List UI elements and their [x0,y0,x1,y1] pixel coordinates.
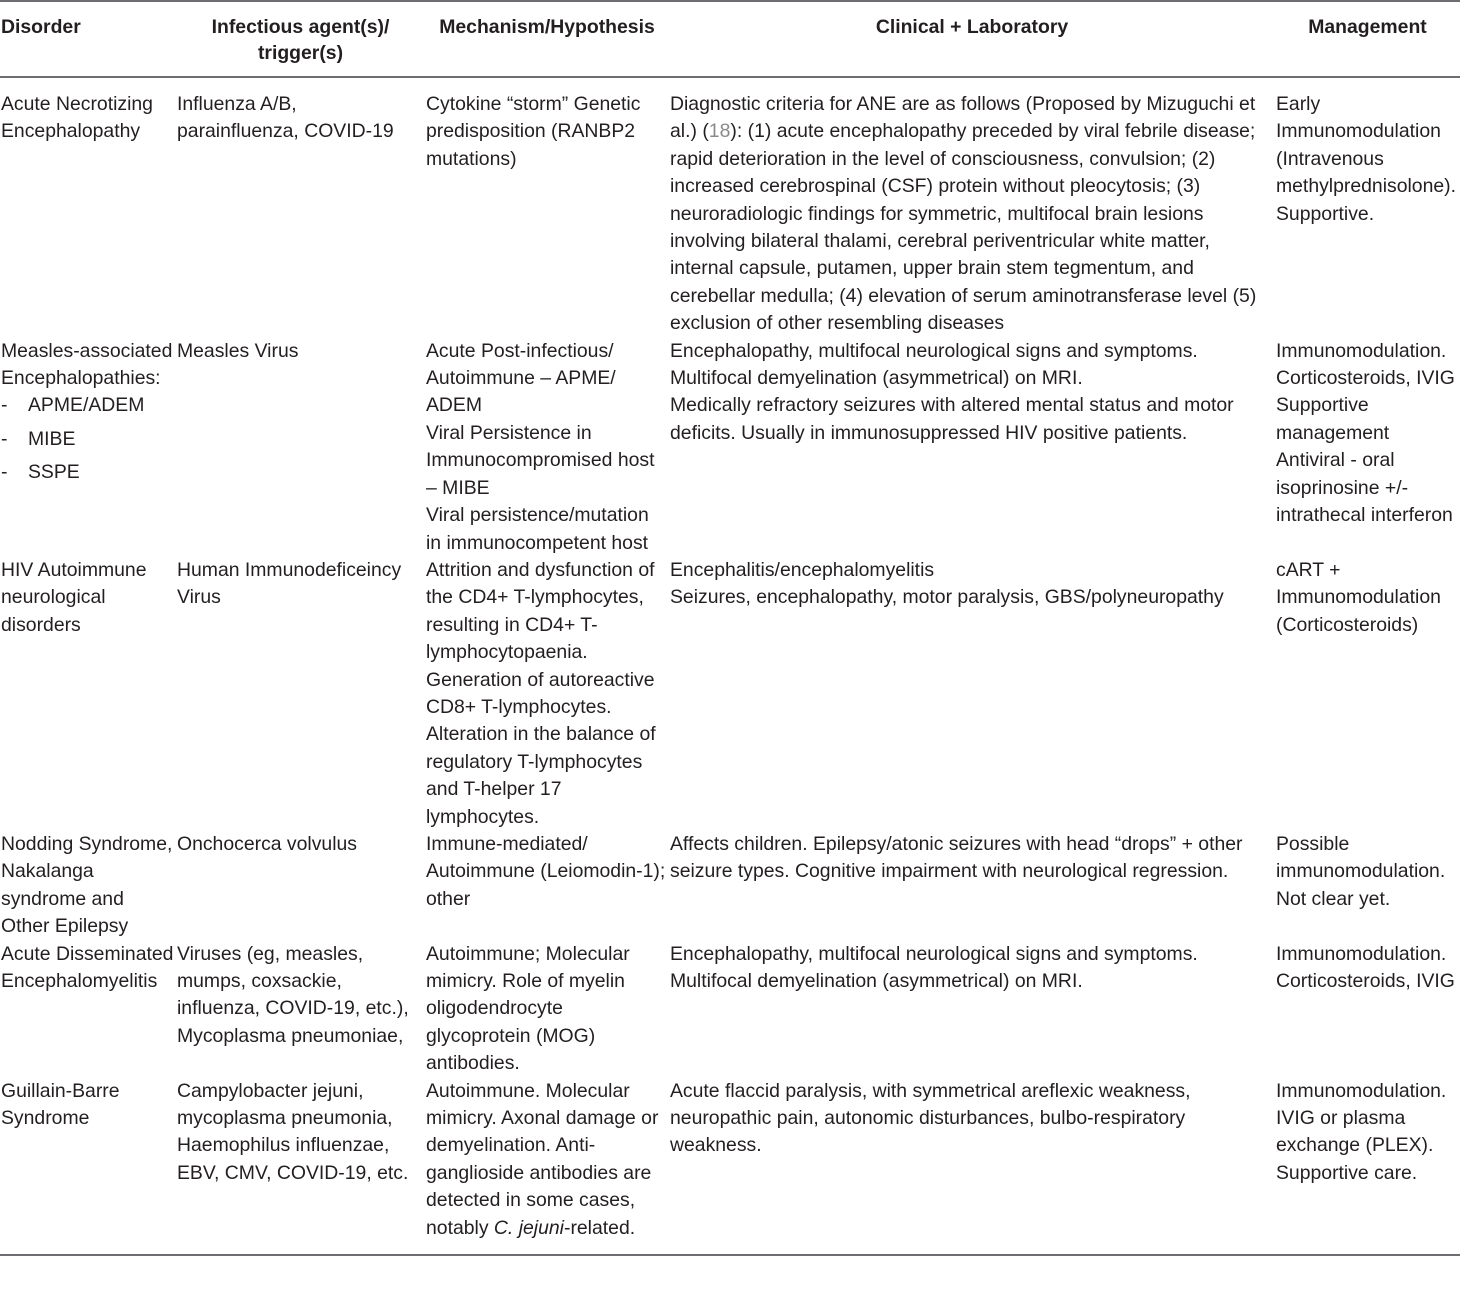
management-line: Corticosteroids, IVIG [1276,970,1455,992]
mechanism-cell: Autoimmune; Molecular mimicry. Role of myelin oligodendrocyte glycoprotein (MOG) antibodies. [426,942,630,1075]
mechanism-cell: Cytokine “storm” Genetic predisposition (RANBP2 mutations) [426,93,641,170]
header-infectious-agent: Infectious agent(s)/ trigger(s) [176,1,425,77]
table-header [0,1,1460,77]
disorder-cell [0,338,176,557]
disorder-cell: Acute Disseminated Encephalomyelitis [1,942,174,992]
clinical-cell [669,77,1275,338]
disorder-subitem: - MIBE [1,427,76,450]
management-cell: cART + Immunomodulation (Corticosteroids) [1276,558,1441,636]
clinical-text-post: ): (1) acute encephalopathy preceded by viral febrile disease; rapid deterioration in the level of consciousness, convulsion; (2) increased cerebrospinal (CSF) protein without pleocytosis; (3) neuroradiologic findings for symmetric, multifocal brain lesions involving bilateral thalami, cerebral periventricular white matter, internal capsule, putamen, upper brain stem tegmentum, and cerebellar medulla; (4) elevation of serum aminotransferase level (5) exclusion of other resembling diseases [670,120,1257,335]
mechanism-cell: Immune-mediated/ Autoimmune (Leiomodin-1); other [426,832,666,910]
disorder-subitem: - APME/ADEM [1,394,145,417]
agent-cell: Campylobacter jejuni, mycoplasma pneumonia, Haemophilus influenzae, EBV, CMV, COVID-19, etc. [176,1078,425,1255]
mechanism-cell [425,557,669,831]
disorder-subitem: - SSPE [1,461,80,484]
agent-cell: Human Immunodeficeincy Virus [177,558,402,609]
table-row [0,831,1460,941]
mechanism-line: Viral Persistence in Immunocompromised host – MIBE [426,421,655,499]
table-row [0,941,1460,1078]
mechanism-cell [425,338,669,557]
clinical-cell [669,338,1275,557]
clinical-cell [669,941,1275,1078]
clinical-line: Medically refractory seizures with altered mental status and motor deficits. Usually in immunosuppressed HIV positive patients. [670,394,1234,444]
management-line: Supportive management [1276,394,1390,444]
management-line: Possible immunomodulation. [1276,832,1446,883]
clinical-line: Multifocal demyelination (asymmetrical) on MRI. [670,970,1083,992]
management-line: Immunomodulation. [1276,942,1447,965]
disorder-subitem-label: SSPE [28,461,80,484]
clinical-line: Multifocal demyelination (asymmetrical) on MRI. [670,367,1083,390]
header-mechanism: Mechanism/Hypothesis [425,1,669,77]
mechanism-line: Alteration in the balance of regulatory T-lymphocytes and T-helper 17 lymphocytes. [426,723,656,828]
mechanism-text-italic: C. jejuni [493,1216,564,1239]
clinical-line: Encephalopathy, multifocal neurological signs and symptoms. [670,339,1198,362]
clinical-line: Encephalopathy, multifocal neurological signs and symptoms. [670,942,1198,965]
table-row [0,1078,1460,1255]
table-row [0,557,1460,831]
management-line: Antiviral - oral isoprinosine +/- intrathecal interferon [1276,449,1453,527]
disorder-cell: HIV Autoimmune neurological disorders [1,558,147,636]
management-line: Corticosteroids, IVIG [1276,367,1455,390]
header-row [0,1,1460,77]
disorder-cell: Acute Necrotizing Encephalopathy [1,93,153,143]
reference-link[interactable]: 18 [708,120,731,143]
mechanism-line: Viral persistence/mutation in immunocompetent host [426,504,649,554]
agent-cell: Onchocerca volvulus [177,832,357,855]
agent-cell: Influenza A/B, parainfluenza, COVID-19 [177,93,394,143]
mechanism-cell [425,1078,669,1255]
management-cell [1275,941,1460,1078]
mechanism-line: Acute Post-infectious/ Autoimmune – APME/ ADEM [426,339,616,417]
mechanism-text-post: -related. [563,1216,636,1239]
mechanism-text-pre: Autoimmune. Molecular mimicry. Axonal damage or demyelination. Anti-ganglioside antibodies are detected in some cases, notably [426,1079,659,1239]
disorder-subitem-label: APME/ADEM [28,394,145,417]
clinical-cell: Affects children. Epilepsy/atonic seizures with head “drops” + other seizure types. Cognitive impairment with neurological regression. [670,832,1243,883]
agent-cell: Measles Virus [177,339,299,362]
agent-cell: Viruses (eg, measles, mumps, coxsackie, influenza, COVID-19, etc.), Mycoplasma pneumoniae, [177,942,409,1047]
table-row [0,77,1460,338]
disorder-title: Measles-associated Encephalopathies: [1,339,173,390]
disorder-subitem-label: MIBE [28,427,76,450]
clinical-cell: Acute flaccid paralysis, with symmetrical areflexic weakness, neuropathic pain, autonomic disturbances, bulbo-respiratory weakness. [669,1078,1275,1255]
header-disorder: Disorder [0,1,176,77]
disorder-cell: Nodding Syndrome, Nakalanga syndrome and Other Epilepsy [1,832,173,938]
clinical-line: Encephalitis/encephalomyelitis [670,558,935,581]
table-body [0,77,1460,1255]
mechanism-line: Attrition and dysfunction of the CD4+ T-lymphocytes, resulting in CD4+ T-lymphocytopaenia. [426,558,655,664]
management-cell [1275,831,1460,941]
clinical-line: Seizures, encephalopathy, motor paralysis, GBS/polyneuropathy [670,586,1224,609]
management-cell [1275,338,1460,557]
header-clinical-laboratory: Clinical + Laboratory [669,1,1275,77]
management-line: Not clear yet. [1276,887,1391,910]
management-cell: Immunomodulation. IVIG or plasma exchange (PLEX). Supportive care. [1275,1078,1460,1255]
clinical-text-pre: Diagnostic criteria for ANE are as follows (Proposed by Mizuguchi et al.) ( [670,93,1256,143]
disorder-cell: Guillain-Barre Syndrome [0,1078,176,1255]
mechanism-line: Generation of autoreactive CD8+ T-lymphocytes. [426,668,655,718]
management-cell: Early Immunomodulation (Intravenous methylprednisolone). Supportive. [1276,93,1456,225]
clinical-cell [669,557,1275,831]
management-line: Immunomodulation. [1276,339,1447,362]
table-row [0,338,1460,557]
header-management: Management [1275,1,1460,77]
